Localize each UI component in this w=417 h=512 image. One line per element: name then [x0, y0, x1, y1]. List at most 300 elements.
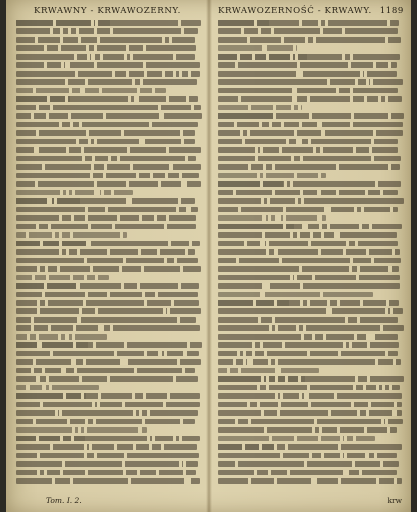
text-line-placeholder [16, 181, 201, 187]
word-gap [90, 173, 93, 179]
text-line-placeholder [16, 300, 199, 306]
word-gap [33, 88, 36, 94]
word-gap [31, 325, 34, 331]
word-gap [174, 258, 177, 264]
word-gap [328, 207, 331, 213]
entry-start-placeholder [218, 20, 269, 26]
word-gap [260, 181, 263, 187]
word-gap [294, 88, 297, 94]
word-gap [77, 249, 80, 255]
word-gap [105, 207, 108, 213]
text-line-placeholder [218, 308, 403, 314]
word-gap [74, 54, 77, 60]
word-gap [299, 393, 302, 399]
word-gap [71, 215, 74, 221]
word-gap [164, 351, 167, 357]
word-gap [313, 37, 316, 43]
word-gap [253, 300, 256, 306]
word-gap [266, 385, 269, 391]
word-gap [355, 79, 358, 85]
word-gap [94, 453, 97, 459]
word-gap [97, 37, 100, 43]
word-gap [272, 317, 275, 323]
word-gap [71, 359, 74, 365]
word-gap [34, 147, 37, 153]
word-gap [134, 96, 137, 102]
word-gap [389, 385, 392, 391]
word-gap [45, 266, 48, 272]
word-gap [141, 266, 144, 272]
word-gap [307, 351, 310, 357]
word-gap [337, 300, 340, 306]
word-gap [114, 351, 117, 357]
word-gap [380, 190, 383, 196]
word-gap [107, 292, 110, 298]
word-gap [26, 232, 29, 238]
word-gap [364, 71, 367, 77]
word-gap [266, 241, 269, 247]
word-gap [284, 181, 287, 187]
word-gap [320, 292, 323, 298]
word-gap [371, 156, 374, 162]
word-gap [375, 181, 378, 187]
word-gap [319, 427, 322, 433]
word-gap [181, 139, 184, 145]
word-gap [294, 173, 297, 179]
word-gap [350, 88, 353, 94]
column-gutter [206, 0, 212, 512]
word-gap [37, 300, 40, 306]
word-gap [320, 28, 323, 34]
text-line-placeholder [16, 105, 201, 111]
word-gap [138, 427, 141, 433]
word-gap [65, 79, 68, 85]
word-gap [323, 334, 326, 340]
word-gap [366, 453, 369, 459]
word-gap [60, 28, 63, 34]
word-gap [386, 300, 389, 306]
word-gap [114, 444, 117, 450]
text-line-placeholder [16, 54, 195, 60]
word-gap [327, 79, 330, 85]
word-gap [44, 470, 47, 476]
text-line-placeholder [16, 351, 199, 357]
text-line-placeholder [218, 28, 398, 34]
word-gap [85, 292, 88, 298]
word-gap [187, 342, 190, 348]
word-gap [254, 20, 257, 26]
word-gap [363, 385, 366, 391]
word-gap [89, 444, 92, 450]
text-line-placeholder [218, 88, 398, 94]
word-gap [142, 292, 145, 298]
word-gap [348, 62, 351, 68]
word-gap [275, 215, 278, 221]
word-gap [162, 37, 165, 43]
word-gap [143, 393, 146, 399]
text-line-placeholder [218, 20, 399, 26]
text-line-placeholder [218, 258, 401, 264]
word-gap [357, 410, 360, 416]
entry-start-placeholder [16, 393, 86, 399]
running-head-right [218, 6, 408, 16]
word-gap [36, 224, 39, 230]
word-gap [385, 419, 388, 425]
word-gap [93, 342, 96, 348]
word-gap [139, 410, 142, 416]
word-gap [66, 334, 69, 340]
word-gap [394, 478, 397, 484]
word-gap [150, 173, 153, 179]
word-gap [129, 198, 132, 204]
word-gap [303, 325, 306, 331]
word-gap [166, 215, 169, 221]
text-line-placeholder [16, 376, 198, 382]
word-gap [267, 283, 270, 289]
word-gap [81, 147, 84, 153]
word-gap [388, 164, 391, 170]
word-gap [295, 54, 298, 60]
text-line-placeholder [218, 453, 397, 459]
word-gap [281, 122, 284, 128]
text-line-placeholder [218, 164, 400, 170]
entry-start-placeholder [16, 241, 86, 247]
word-gap [304, 461, 307, 467]
word-gap [72, 190, 75, 196]
text-line-placeholder [16, 249, 195, 255]
word-gap [186, 96, 189, 102]
word-gap [122, 461, 125, 467]
word-gap [329, 308, 332, 314]
word-gap [66, 147, 69, 153]
word-gap [123, 258, 126, 264]
word-gap [290, 181, 293, 187]
word-gap [92, 156, 95, 162]
word-gap [166, 96, 169, 102]
text-line-placeholder [218, 444, 402, 450]
text-line-placeholder [218, 62, 397, 68]
text-line-placeholder [218, 224, 402, 230]
word-gap [60, 436, 63, 442]
word-gap [309, 113, 312, 119]
word-gap [352, 461, 355, 467]
text-line-placeholder [16, 275, 109, 281]
word-gap [268, 215, 271, 221]
word-gap [179, 173, 182, 179]
word-gap [280, 393, 283, 399]
word-gap [161, 444, 164, 450]
text-line-placeholder [16, 224, 196, 230]
text-line-placeholder [218, 275, 400, 281]
word-gap [296, 71, 299, 77]
word-gap [35, 181, 38, 187]
word-gap [134, 368, 137, 374]
word-gap [79, 122, 82, 128]
word-gap [242, 139, 245, 145]
word-gap [275, 325, 278, 331]
word-gap [173, 71, 176, 77]
text-line-placeholder [16, 37, 195, 43]
word-gap [62, 461, 65, 467]
word-gap [285, 444, 288, 450]
word-gap [385, 308, 388, 314]
word-gap [40, 241, 43, 247]
word-gap [367, 376, 370, 382]
word-gap [98, 393, 101, 399]
word-gap [37, 453, 40, 459]
word-gap [144, 71, 147, 77]
word-gap [79, 308, 82, 314]
word-gap [100, 54, 103, 60]
word-gap [318, 436, 321, 442]
word-gap [53, 20, 56, 26]
word-gap [350, 54, 353, 60]
word-gap [188, 207, 191, 213]
word-gap [132, 79, 135, 85]
word-gap [252, 351, 255, 357]
word-gap [136, 173, 139, 179]
word-gap [162, 71, 165, 77]
word-gap [354, 334, 357, 340]
word-gap [310, 232, 313, 238]
word-gap [325, 20, 328, 26]
word-gap [297, 62, 300, 68]
word-gap [121, 283, 124, 289]
word-gap [353, 385, 356, 391]
word-gap [235, 461, 238, 467]
word-gap [266, 376, 269, 382]
word-gap [59, 232, 62, 238]
word-gap [366, 79, 369, 85]
text-line-placeholder [16, 410, 198, 416]
text-line-placeholder [218, 368, 319, 374]
word-gap [275, 249, 278, 255]
word-gap [82, 156, 85, 162]
word-gap [149, 444, 152, 450]
word-gap [178, 283, 181, 289]
word-gap [368, 402, 371, 408]
word-gap [275, 359, 278, 365]
word-gap [69, 88, 72, 94]
word-gap [290, 54, 293, 60]
word-gap [66, 249, 69, 255]
text-line-placeholder [16, 266, 201, 272]
word-gap [327, 300, 330, 306]
word-gap [247, 130, 250, 136]
word-gap [373, 62, 376, 68]
text-line-placeholder [16, 113, 202, 119]
entry-start-placeholder [16, 96, 70, 102]
word-gap [259, 444, 262, 450]
word-gap [267, 198, 270, 204]
word-gap [101, 325, 104, 331]
word-gap [139, 215, 142, 221]
word-gap [319, 215, 322, 221]
word-gap [275, 368, 278, 374]
word-gap [385, 96, 388, 102]
word-gap [364, 96, 367, 102]
word-gap [317, 122, 320, 128]
word-gap [119, 266, 122, 272]
word-gap [350, 96, 353, 102]
text-line-placeholder [16, 232, 127, 238]
word-gap [177, 317, 180, 323]
word-gap [70, 478, 73, 484]
word-gap [85, 79, 88, 85]
word-gap [376, 385, 379, 391]
word-gap [128, 96, 131, 102]
word-gap [356, 275, 359, 281]
word-gap [167, 308, 170, 314]
word-gap [52, 478, 55, 484]
word-gap [120, 359, 123, 365]
word-gap [165, 173, 168, 179]
word-gap [275, 393, 278, 399]
word-gap [143, 45, 146, 51]
word-gap [345, 317, 348, 323]
word-gap [298, 105, 301, 111]
word-gap [318, 20, 321, 26]
word-gap [66, 190, 69, 196]
word-gap [67, 62, 70, 68]
word-gap [183, 470, 186, 476]
word-gap [338, 351, 341, 357]
word-gap [238, 96, 241, 102]
word-gap [281, 37, 284, 43]
word-gap [344, 436, 347, 442]
word-gap [189, 241, 192, 247]
word-gap [388, 113, 391, 119]
word-gap [36, 436, 39, 442]
word-gap [120, 232, 123, 238]
word-gap [313, 147, 316, 153]
word-gap [300, 283, 303, 289]
word-gap [180, 266, 183, 272]
word-gap [27, 334, 30, 340]
word-gap [248, 105, 251, 111]
word-gap [86, 241, 89, 247]
word-gap [257, 173, 260, 179]
word-gap [178, 198, 181, 204]
word-gap [254, 470, 257, 476]
word-gap [353, 436, 356, 442]
word-gap [177, 359, 180, 365]
word-gap [274, 444, 277, 450]
word-gap [73, 325, 76, 331]
word-gap [94, 190, 97, 196]
entry-start-placeholder [16, 436, 85, 442]
word-gap [297, 232, 300, 238]
word-gap [385, 37, 388, 43]
text-line-placeholder [218, 249, 400, 255]
word-gap [321, 232, 324, 238]
text-line-placeholder [16, 147, 201, 153]
word-gap [159, 351, 162, 357]
word-gap [88, 224, 91, 230]
dictionary-page [6, 0, 411, 512]
word-gap [48, 224, 51, 230]
word-gap [261, 410, 264, 416]
word-gap [122, 402, 125, 408]
word-gap [124, 453, 127, 459]
word-gap [152, 436, 155, 442]
word-gap [31, 368, 34, 374]
word-gap [299, 20, 302, 26]
word-gap [283, 207, 286, 213]
word-gap [343, 342, 346, 348]
word-gap [282, 342, 285, 348]
word-gap [279, 258, 282, 264]
text-line-placeholder [218, 71, 397, 77]
word-gap [298, 139, 301, 145]
catchword: krw [387, 496, 402, 505]
word-gap [94, 28, 97, 34]
text-line-placeholder [16, 402, 200, 408]
word-gap [112, 224, 115, 230]
word-gap [321, 453, 324, 459]
word-gap [84, 275, 87, 281]
word-gap [137, 470, 140, 476]
word-gap [36, 105, 39, 111]
word-gap [255, 147, 258, 153]
word-gap [318, 173, 321, 179]
word-gap [36, 130, 39, 136]
word-gap [269, 325, 272, 331]
word-gap [264, 45, 267, 51]
word-gap [149, 122, 152, 128]
word-gap [95, 20, 98, 26]
word-gap [309, 453, 312, 459]
text-line-placeholder [218, 410, 402, 416]
word-gap [359, 224, 362, 230]
text-line-placeholder [16, 334, 107, 340]
word-gap [158, 105, 161, 111]
word-gap [393, 359, 396, 365]
word-gap [327, 224, 330, 230]
word-gap [154, 215, 157, 221]
word-gap [287, 470, 290, 476]
word-gap [257, 385, 260, 391]
word-gap [49, 198, 52, 204]
word-gap [26, 385, 29, 391]
word-gap [46, 275, 49, 281]
word-gap [111, 190, 114, 196]
word-gap [264, 351, 267, 357]
word-gap [90, 266, 93, 272]
word-gap [305, 224, 308, 230]
word-gap [317, 190, 320, 196]
word-gap [279, 147, 282, 153]
text-line-placeholder [16, 470, 196, 476]
word-gap [357, 266, 360, 272]
word-gap [37, 342, 40, 348]
word-gap [76, 139, 79, 145]
word-gap [138, 249, 141, 255]
text-line-placeholder [16, 385, 99, 391]
word-gap [182, 368, 185, 374]
word-gap [85, 215, 88, 221]
word-gap [72, 334, 75, 340]
word-gap [83, 359, 86, 365]
entry-start-placeholder [218, 113, 276, 119]
entry-start-placeholder [218, 181, 283, 187]
text-line-placeholder [218, 130, 403, 136]
word-gap [300, 156, 303, 162]
text-line-placeholder [218, 470, 397, 476]
word-gap [124, 342, 127, 348]
text-line-placeholder [16, 20, 201, 26]
word-gap [277, 410, 280, 416]
